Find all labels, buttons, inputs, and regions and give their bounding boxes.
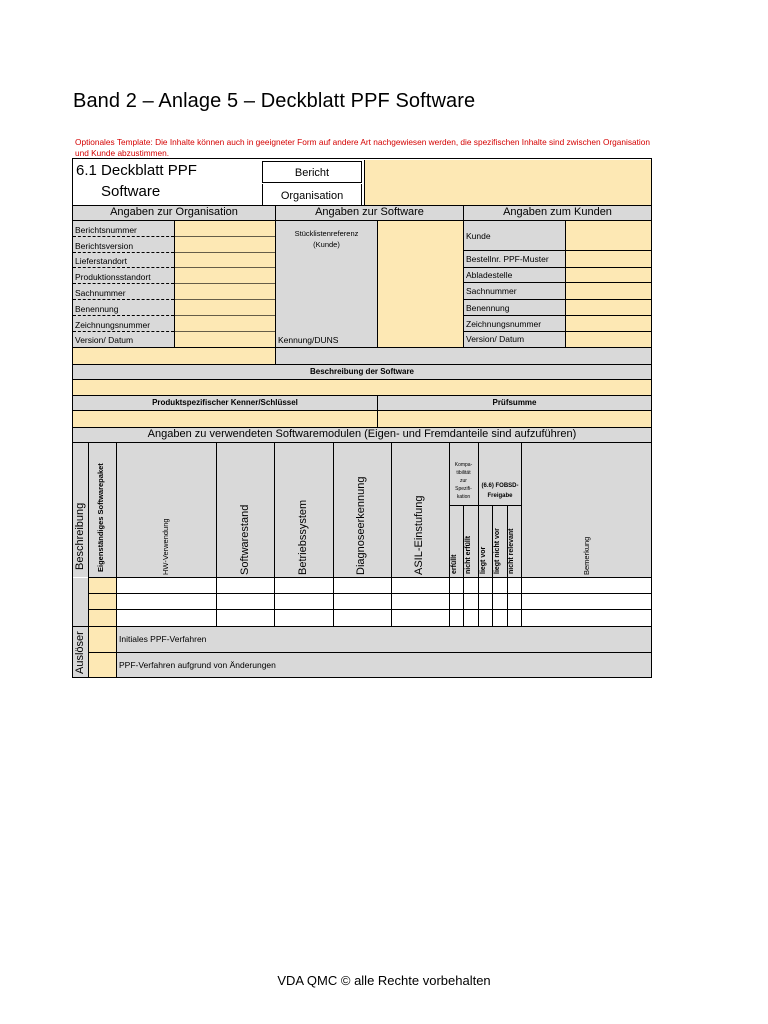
beschreibung-header: Beschreibung der Software bbox=[73, 365, 651, 379]
section-org-header: Angaben zur Organisation bbox=[73, 206, 275, 220]
org-field-label: Benennung bbox=[73, 300, 174, 316]
kunde-field-label: Zeichnungsnummer bbox=[466, 319, 542, 329]
col-bemerkung: Bemerkung bbox=[582, 536, 591, 575]
form-heading-line2: Software bbox=[101, 183, 161, 200]
kennung-duns-label: Kennung/DUNS bbox=[278, 335, 339, 345]
org-field-label: Produktionsstandort bbox=[73, 268, 174, 284]
module-rows-area[interactable] bbox=[117, 578, 651, 626]
ausloeser-label: Auslöser bbox=[74, 631, 86, 674]
section-kunde-header: Angaben zum Kunden bbox=[464, 206, 651, 220]
ausloeser-aenderung: PPF-Verfahren aufgrund von Änderungen bbox=[117, 653, 651, 677]
organisation-label: Organisation bbox=[262, 184, 362, 206]
ausloeser-initial: Initiales PPF-Verfahren bbox=[117, 627, 651, 652]
kenner-field[interactable] bbox=[73, 411, 377, 427]
col-asil: ASIL-Einstufung bbox=[413, 495, 425, 575]
org-field-label: Version/ Datum bbox=[75, 335, 134, 345]
extra-field-left[interactable] bbox=[73, 348, 275, 364]
software-value-column[interactable] bbox=[378, 221, 463, 347]
eigen-column-cells[interactable] bbox=[89, 578, 116, 626]
sub-erfuellt: erfüllt bbox=[451, 554, 458, 574]
kompatibilitaet-label: Kompa- tibilität zur Spezifi- kation bbox=[454, 462, 473, 500]
form-heading-line1: 6.1 Deckblatt PPF bbox=[76, 162, 197, 179]
sub-nicht-relevant: nicht relevant bbox=[508, 528, 515, 574]
stuecklistenreferenz-text: Stücklistenreferenz bbox=[294, 229, 359, 238]
org-field-label: Sachnummer bbox=[73, 284, 174, 300]
kunde-field-label: Version/ Datum bbox=[466, 334, 525, 344]
stuecklistenreferenz-label bbox=[276, 228, 377, 252]
kenner-header: Produktspezifischer Kenner/Schlüssel bbox=[73, 396, 377, 410]
kunde-field-label: Abladestelle bbox=[466, 270, 513, 280]
kunde-field-label: Bestellnr. PPF-Muster bbox=[466, 254, 549, 264]
col-softwarestand: Softwarestand bbox=[239, 504, 251, 575]
org-field-label: Berichtsnummer bbox=[73, 221, 174, 237]
optional-template-note: Optionales Template: Die Inhalte können auch in geeigneter Form auf andere Art nachgewiesen werden, die spezifischen Inhalte sind zwischen Organisation und Kunde abzustimmen. bbox=[75, 137, 650, 158]
footer-copyright: VDA QMC © alle Rechte vorbehalten bbox=[277, 973, 491, 988]
section-software-header: Angaben zur Software bbox=[276, 206, 463, 220]
col-hw-verwendung: HW-Verwendung bbox=[161, 518, 170, 575]
org-field-label: Zeichnungsnummer bbox=[73, 316, 174, 332]
modules-header: Angaben zu verwendeten Softwaremodulen (Eigen- und Fremdanteile sind aufzuführen) bbox=[73, 428, 651, 442]
sub-nicht-erfuellt: nicht erfüllt bbox=[465, 535, 472, 574]
col-beschreibung: Beschreibung bbox=[74, 502, 86, 570]
sub-liegt-nicht-vor: liegt nicht vor bbox=[494, 528, 501, 574]
col-betriebssystem: Betriebssystem bbox=[297, 499, 309, 575]
extra-field-right bbox=[276, 348, 651, 364]
org-field-label: Berichtsversion bbox=[73, 237, 174, 253]
stuecklistenreferenz-sub: (Kunde) bbox=[313, 240, 340, 249]
form-heading bbox=[76, 160, 256, 204]
kunde-field-label: Kunde bbox=[466, 231, 491, 241]
col-diagnoseerkennung: Diagnoseerkennung bbox=[355, 476, 367, 575]
pruefsumme-header: Prüfsumme bbox=[378, 396, 651, 410]
sub-liegt-vor: liegt vor bbox=[480, 546, 487, 574]
org-value-column[interactable] bbox=[175, 221, 275, 347]
beschreibung-column-bottom bbox=[73, 578, 88, 626]
col-eigenstaendig: Eigenständiges Softwarepaket bbox=[96, 463, 105, 572]
kunde-value-column[interactable] bbox=[566, 221, 651, 347]
kunde-field-label: Benennung bbox=[466, 303, 510, 313]
kunde-field-label: Sachnummer bbox=[466, 286, 517, 296]
pruefsumme-field[interactable] bbox=[378, 411, 651, 427]
document-title: Band 2 – Anlage 5 – Deckblatt PPF Software bbox=[73, 90, 476, 112]
org-field-label: Lieferstandort bbox=[73, 253, 174, 268]
bericht-label: Bericht bbox=[262, 161, 362, 183]
freigabe-label: (6.6) FOBSD- Freigabe bbox=[481, 483, 519, 499]
bericht-organisation-field[interactable] bbox=[364, 160, 651, 205]
beschreibung-field[interactable] bbox=[73, 380, 651, 395]
